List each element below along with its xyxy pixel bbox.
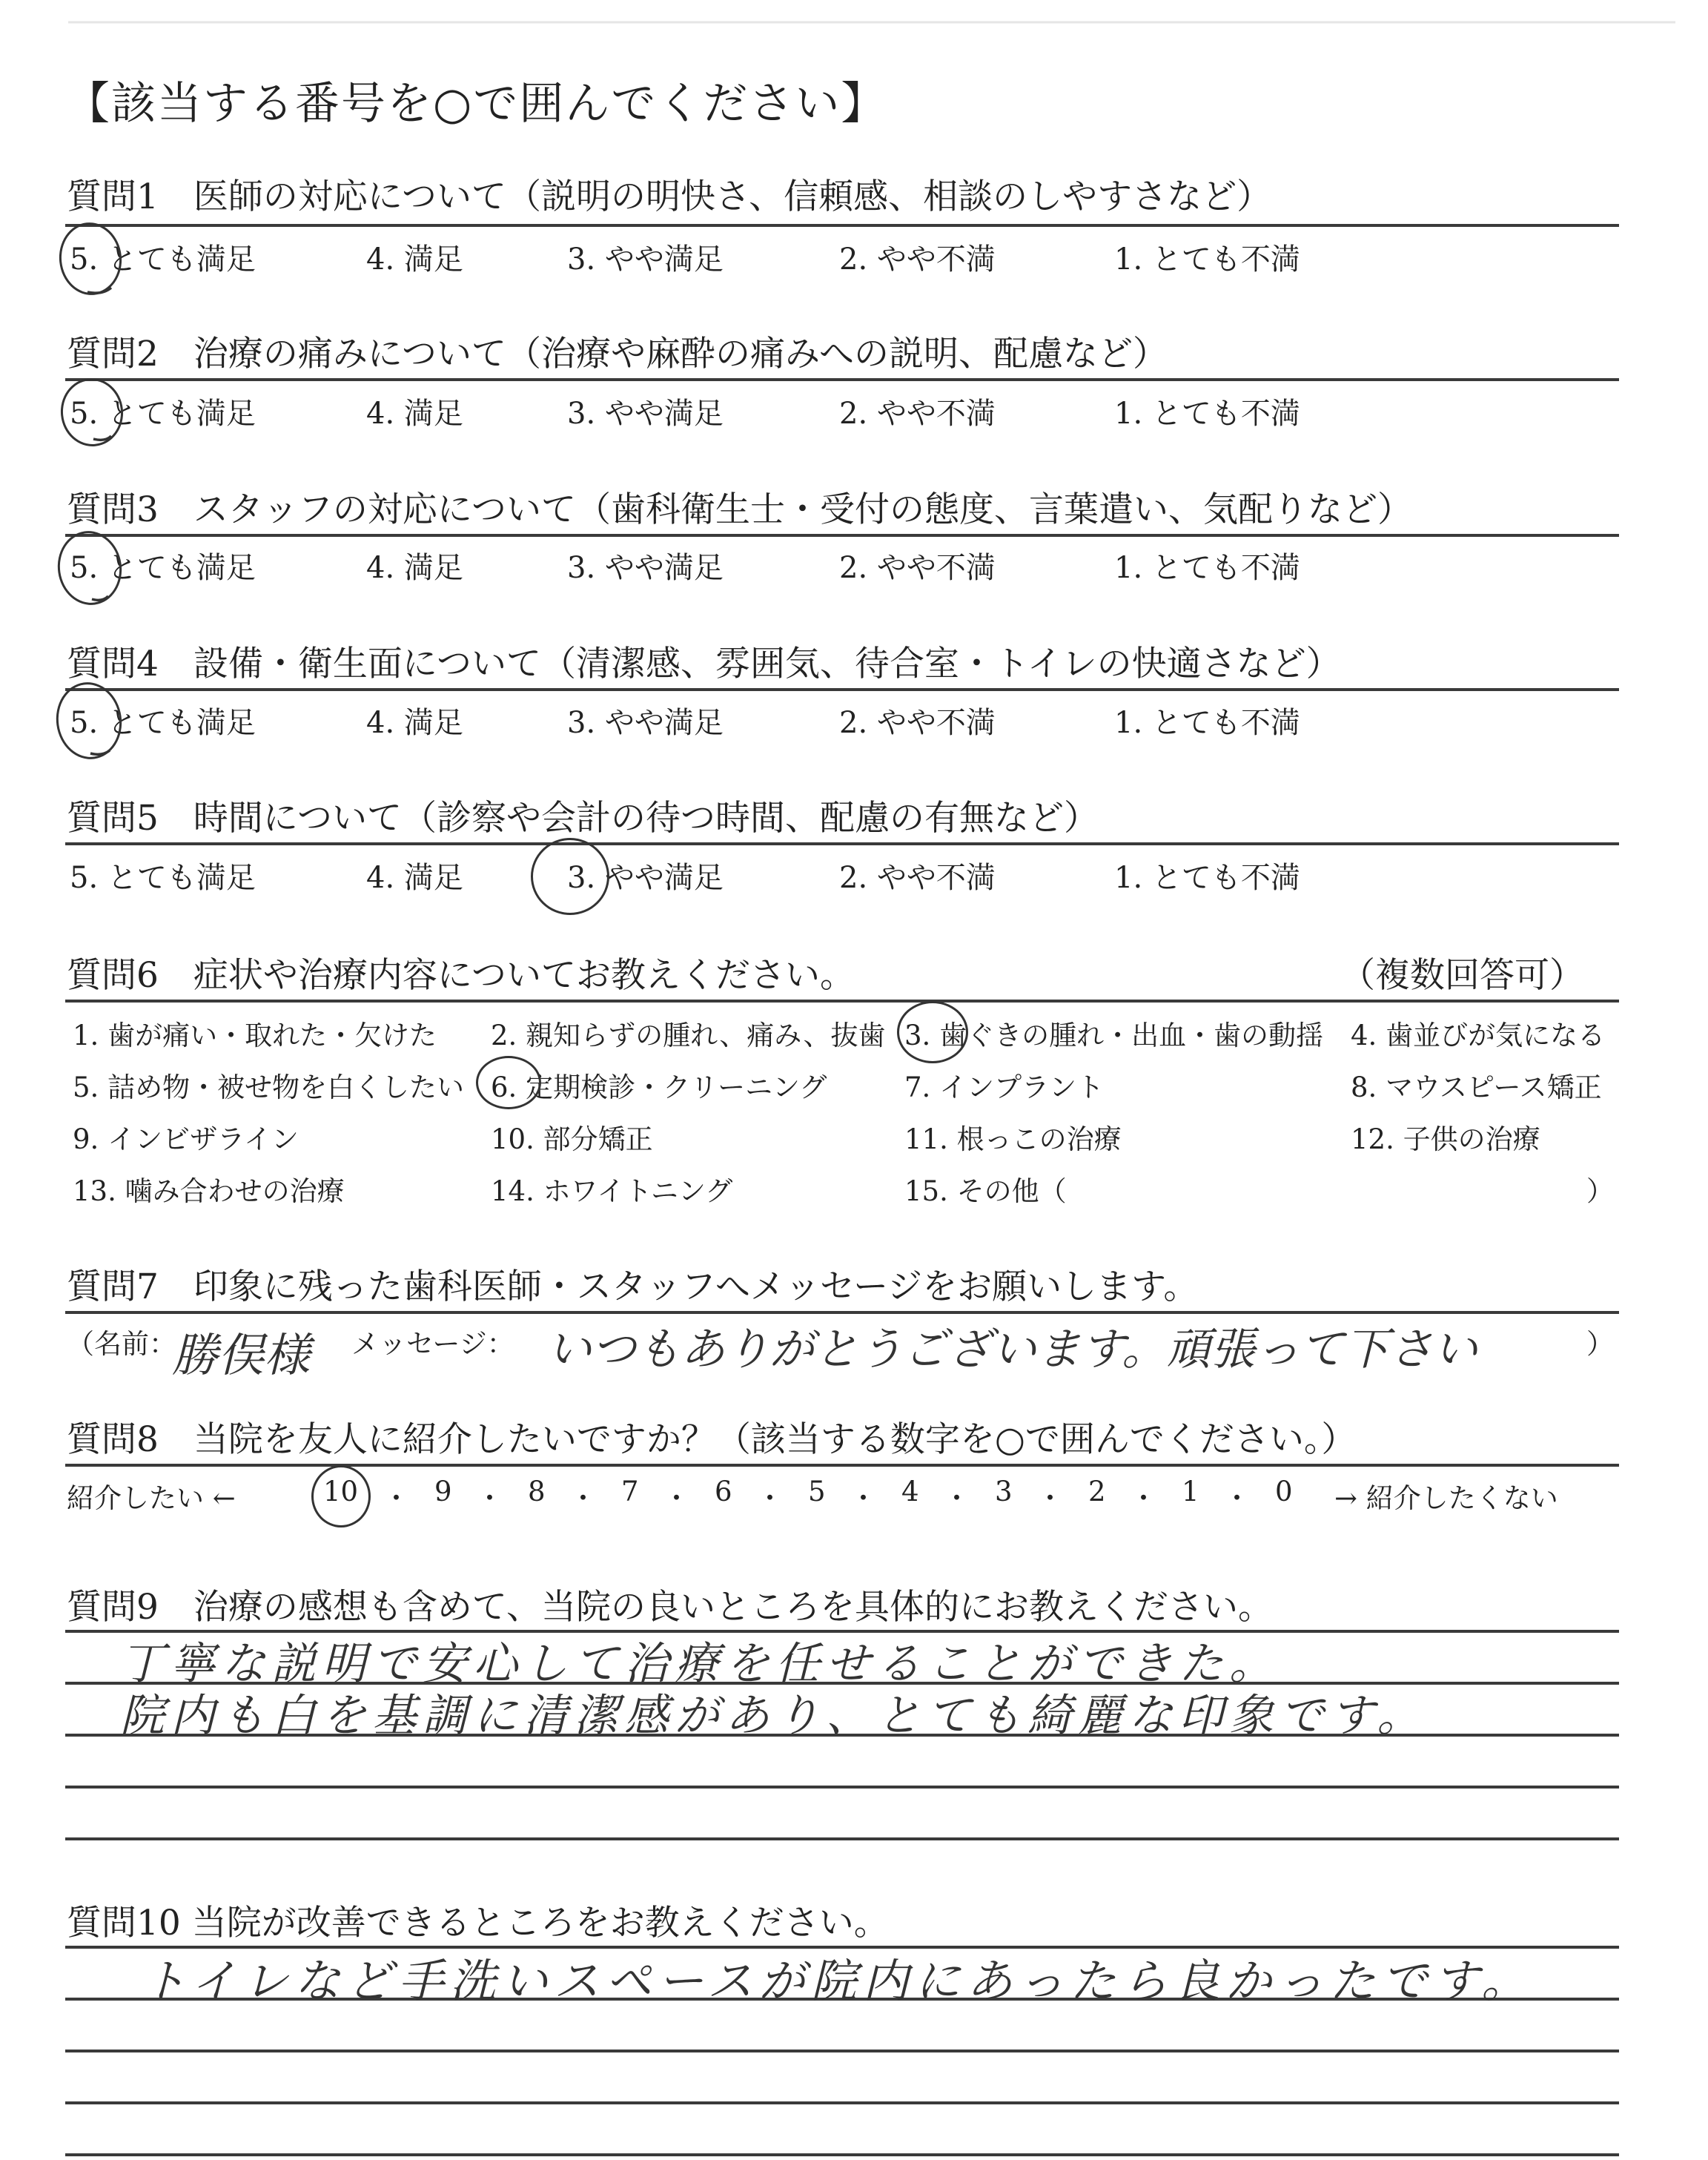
- option-very-satisfied[interactable]: 5. とても満足: [70, 242, 256, 277]
- question-2-label: 質問2 治療の痛みについて（治療や麻酔の痛みへの説明、配慮など）: [67, 334, 1168, 374]
- score-7[interactable]: 7: [621, 1476, 639, 1507]
- score-separator: ・: [569, 1482, 597, 1514]
- pen-stroke: [92, 596, 108, 600]
- option-somewhat-dissatisfied[interactable]: 2. やや不満: [839, 397, 996, 431]
- choice-7[interactable]: 7. インプラント: [904, 1071, 1105, 1103]
- score-3[interactable]: 3: [995, 1476, 1013, 1507]
- option-very-satisfied[interactable]: 5. とても満足: [70, 551, 256, 585]
- option-satisfied[interactable]: 4. 満足: [366, 397, 463, 431]
- score-6[interactable]: 6: [715, 1476, 732, 1507]
- q9-handwritten-line-2[interactable]: 院内も白を基調に清潔感があり、とても綺麗な印象です。: [120, 1690, 1428, 1742]
- option-somewhat-satisfied[interactable]: 3. やや満足: [567, 551, 724, 585]
- score-separator: ・: [850, 1482, 877, 1514]
- option-somewhat-dissatisfied[interactable]: 2. やや不満: [839, 242, 996, 277]
- option-somewhat-satisfied[interactable]: 3. やや満足: [567, 861, 724, 895]
- q10-handwritten-line-1[interactable]: トイレなど手洗いスペースが院内にあったら良かったです。: [141, 1954, 1534, 2008]
- option-very-satisfied[interactable]: 5. とても満足: [70, 397, 256, 431]
- score-0[interactable]: 0: [1275, 1476, 1293, 1507]
- option-somewhat-dissatisfied[interactable]: 2. やや不満: [839, 551, 996, 585]
- choice-6[interactable]: 6. 定期検診・クリーニング: [491, 1071, 827, 1103]
- choice-15-close-paren: ）: [1586, 1175, 1614, 1207]
- option-satisfied[interactable]: 4. 満足: [366, 242, 463, 277]
- name-handwritten[interactable]: 勝俣様: [172, 1328, 311, 1382]
- score-separator: ・: [756, 1482, 784, 1514]
- score-10[interactable]: 10: [323, 1476, 359, 1507]
- choice-4[interactable]: 4. 歯並びが気になる: [1351, 1020, 1606, 1051]
- question-1-label: 質問1 医師の対応について（説明の明快さ、信頼感、相談のしやすさなど）: [67, 176, 1272, 217]
- score-5[interactable]: 5: [808, 1476, 826, 1507]
- score-separator: ・: [476, 1482, 503, 1514]
- choice-9[interactable]: 9. インビザライン: [73, 1123, 299, 1155]
- question-8-label: 質問8 当院を友人に紹介したいですか？（該当する数字を○で囲んでください。）: [67, 1419, 1357, 1460]
- option-somewhat-dissatisfied[interactable]: 2. やや不満: [839, 706, 996, 740]
- choice-13[interactable]: 13. 噛み合わせの治療: [73, 1175, 345, 1207]
- question-5-label: 質問5 時間について（診察や会計の待つ時間、配慮の有無など）: [67, 798, 1099, 839]
- question-4-label: 質問4 設備・衛生面について（清潔感、雰囲気、待合室・トイレの快適さなど）: [67, 644, 1341, 684]
- pen-stroke: [93, 436, 111, 440]
- option-very-satisfied[interactable]: 5. とても満足: [70, 861, 256, 895]
- pen-stroke: [90, 750, 110, 754]
- choice-11[interactable]: 11. 根っこの治療: [904, 1123, 1122, 1155]
- score-separator: ・: [383, 1482, 410, 1514]
- score-2[interactable]: 2: [1088, 1476, 1106, 1507]
- question-10-label: 質問10 当院が改善できるところをお教えください。: [67, 1903, 889, 1943]
- option-very-dissatisfied[interactable]: 1. とても不満: [1114, 861, 1300, 895]
- message-handwritten[interactable]: いつもありがとうございます。頑張って下さい: [547, 1324, 1478, 1375]
- choice-8[interactable]: 8. マウスピース矯正: [1351, 1071, 1602, 1103]
- score-separator: ・: [1223, 1482, 1251, 1514]
- option-very-satisfied[interactable]: 5. とても満足: [70, 706, 256, 740]
- question-9-label: 質問9 治療の感想も含めて、当院の良いところを具体的にお教えください。: [67, 1587, 1273, 1628]
- choice-10[interactable]: 10. 部分矯正: [491, 1123, 653, 1155]
- message-close-paren: ）: [1586, 1328, 1614, 1360]
- score-1[interactable]: 1: [1182, 1476, 1199, 1507]
- question-7-label: 質問7 印象に残った歯科医師・スタッフへメッセージをお願いします。: [67, 1266, 1199, 1307]
- question-6-label: 質問6 症状や治療内容についてお教えください。: [67, 955, 855, 996]
- score-separator: ・: [1036, 1482, 1064, 1514]
- form-title: 【該当する番号を○で囲んでください】: [65, 78, 887, 130]
- q9-handwritten-line-1[interactable]: 丁寧な説明で安心して治療を任せることができた。: [120, 1638, 1280, 1690]
- option-somewhat-satisfied[interactable]: 3. やや満足: [567, 397, 724, 431]
- score-8[interactable]: 8: [528, 1476, 546, 1507]
- question-3-label: 質問3 スタッフの対応について（歯科衛生士・受付の態度、言葉遣い、気配りなど）: [67, 489, 1412, 530]
- option-satisfied[interactable]: 4. 満足: [366, 551, 463, 585]
- option-very-dissatisfied[interactable]: 1. とても不満: [1114, 706, 1300, 740]
- choice-2[interactable]: 2. 親知らずの腫れ、痛み、抜歯: [491, 1020, 886, 1051]
- score-separator: ・: [663, 1482, 690, 1514]
- option-satisfied[interactable]: 4. 満足: [366, 861, 463, 895]
- choice-3[interactable]: 3. 歯ぐきの腫れ・出血・歯の動揺: [904, 1020, 1324, 1051]
- choice-14[interactable]: 14. ホワイトニング: [491, 1175, 733, 1207]
- option-somewhat-dissatisfied[interactable]: 2. やや不満: [839, 861, 996, 895]
- option-somewhat-satisfied[interactable]: 3. やや満足: [567, 242, 724, 277]
- choice-15[interactable]: 15. その他（: [904, 1175, 1067, 1207]
- name-label: （名前：: [67, 1328, 176, 1360]
- pen-stroke: [87, 288, 111, 293]
- choice-12[interactable]: 12. 子供の治療: [1351, 1123, 1540, 1155]
- option-very-dissatisfied[interactable]: 1. とても不満: [1114, 242, 1300, 277]
- score-separator: ・: [943, 1482, 970, 1514]
- option-somewhat-satisfied[interactable]: 3. やや満足: [567, 706, 724, 740]
- message-label: メッセージ：: [351, 1328, 514, 1360]
- multiple-answers-note: （複数回答可）: [1340, 955, 1584, 996]
- score-9[interactable]: 9: [434, 1476, 452, 1507]
- choice-5[interactable]: 5. 詰め物・被せ物を白くしたい: [73, 1071, 465, 1103]
- option-very-dissatisfied[interactable]: 1. とても不満: [1114, 551, 1300, 585]
- recommend-right-label: → 紹介したくない: [1334, 1482, 1558, 1514]
- option-very-dissatisfied[interactable]: 1. とても不満: [1114, 397, 1300, 431]
- score-4[interactable]: 4: [901, 1476, 919, 1507]
- score-separator: ・: [1130, 1482, 1157, 1514]
- choice-1[interactable]: 1. 歯が痛い・取れた・欠けた: [73, 1020, 437, 1051]
- recommend-left-label: 紹介したい ←: [67, 1482, 236, 1514]
- option-satisfied[interactable]: 4. 満足: [366, 706, 463, 740]
